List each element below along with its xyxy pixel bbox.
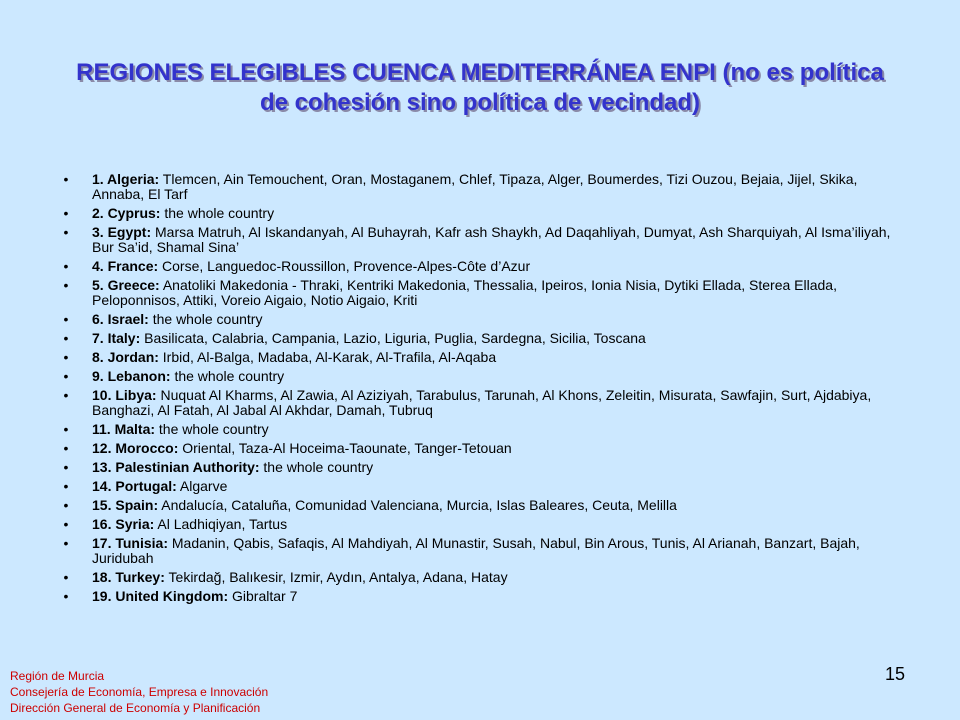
region-text: Gibraltar 7 [228,588,298,604]
bullet: • [63,277,69,293]
region-list [60,172,900,608]
country-label: 12. Morocco: [92,440,179,456]
region-text: the whole country [160,205,275,221]
footer [10,668,268,716]
country-label: 18. Turkey: [92,569,165,585]
country-label: 17. Tunisia: [92,535,168,551]
country-label: 11. Malta: [92,421,156,437]
bullet: • [63,171,69,187]
country-label: 10. Libya: [92,387,157,403]
list-item [60,259,900,274]
country-label: 13. Palestinian Authority: [92,459,260,475]
region-text: the whole country [148,311,263,327]
bullet: • [63,478,69,494]
bullet: • [63,459,69,475]
list-item [60,460,900,475]
list-item [60,589,900,604]
country-label: 4. France: [92,258,159,274]
bullet: • [63,497,69,513]
bullet: • [63,516,69,532]
country-label: 19. United Kingdom: [92,588,229,604]
region-text: Corse, Languedoc-Roussillon, Provence-Alpes-Côte d’Azur [158,258,531,274]
country-label: 9. Lebanon: [92,368,171,384]
country-label: 16. Syria: [92,516,155,532]
list-item [60,498,900,513]
bullet: • [63,440,69,456]
country-label: 5. Greece: [92,277,160,293]
bullet: • [63,368,69,384]
list-item [60,312,900,327]
bullet: • [63,588,69,604]
country-label: 2. Cyprus: [92,205,161,221]
list-item [60,350,900,365]
bullet: • [63,535,69,551]
region-text: Marsa Matruh, Al Iskandanyah, Al Buhayrah, Kafr ash Shaykh, Ad Daqahliyah, Dumyat, Ash Sharquiyah, Al Isma’iliyah, Bur Sa’id, Shamal Sina’ [92,224,891,255]
list-item [60,422,900,437]
footer-line: Región de Murcia [10,669,105,683]
region-text: Tekirdağ, Balıkesir, Izmir, Aydın, Antalya, Adana, Hatay [164,569,508,585]
bullet: • [63,387,69,403]
region-text: the whole country [259,459,374,475]
list-item [60,331,900,346]
country-label: 3. Egypt: [92,224,152,240]
list-item [60,172,900,202]
footer-line: Consejería de Economía, Empresa e Innovación [10,685,269,699]
country-label: 8. Jordan: [92,349,159,365]
bullet: • [63,330,69,346]
region-text: Basilicata, Calabria, Campania, Lazio, Liguria, Puglia, Sardegna, Sicilia, Toscana [140,330,646,346]
list-item [60,225,900,255]
bullet: • [63,224,69,240]
list-item [60,206,900,221]
region-text: Tlemcen, Ain Temouchent, Oran, Mostaganem, Chlef, Tipaza, Alger, Boumerdes, Tizi Ouzou, Bejaia, Jijel, Skika, Annaba, El Tarf [92,171,858,202]
bullet: • [63,205,69,221]
country-label: 15. Spain: [92,497,159,513]
slide-title: REGIONES ELEGIBLES CUENCA MEDITERRÁNEA ENPI (no es política de cohesión sino política de vecindad) [76,59,884,116]
region-text: Algarve [176,478,228,494]
region-text: Irbid, Al-Balga, Madaba, Al-Karak, Al-Trafila, Al-Aqaba [158,349,497,365]
country-label: 1. Algeria: [92,171,160,187]
bullet: • [63,258,69,274]
bullet: • [63,569,69,585]
list-item [60,441,900,456]
region-text: the whole country [170,368,285,384]
footer-line: Dirección General de Economía y Planificación [10,701,261,715]
list-item [60,388,900,418]
country-label: 6. Israel: [92,311,149,327]
region-text: the whole country [155,421,269,437]
region-text: Andalucía, Cataluña, Comunidad Valenciana, Murcia, Islas Baleares, Ceuta, Melilla [158,497,677,513]
list-item [60,479,900,494]
list-item [60,517,900,532]
region-text: Oriental, Taza-Al Hoceima-Taounate, Tanger-Tetouan [178,440,512,456]
list-item [60,369,900,384]
region-text: Al Ladhiqiyan, Tartus [154,516,288,532]
bullet: • [63,349,69,365]
region-text: Anatoliki Makedonia - Thraki, Kentriki Makedonia, Thessalia, Ipeiros, Ionia Nisia, Dytiki Ellada, Sterea Ellada, Peloponnisos, Attiki, Voreio Aigaio, Notio Aigaio, Kriti [92,277,837,308]
region-text: Nuquat Al Kharms, Al Zawia, Al Aziziyah, Tarabulus, Tarunah, Al Khons, Zeleitin, Misurata, Sawfajin, Surt, Ajdabiya, Banghazi, Al Fatah, Al Jabal Al Akhdar, Damah, Tubruq [92,387,872,418]
list-item [60,570,900,585]
bullet: • [63,311,69,327]
list-item [60,536,900,566]
list-item [60,278,900,308]
page-number: 15 [884,664,906,684]
region-text: Madanin, Qabis, Safaqis, Al Mahdiyah, Al Munastir, Susah, Nabul, Bin Arous, Tunis, Al Arianah, Banzart, Bajah, Juridubah [92,535,860,566]
bullet: • [63,421,69,437]
country-label: 7. Italy: [92,330,141,346]
country-label: 14. Portugal: [92,478,177,494]
